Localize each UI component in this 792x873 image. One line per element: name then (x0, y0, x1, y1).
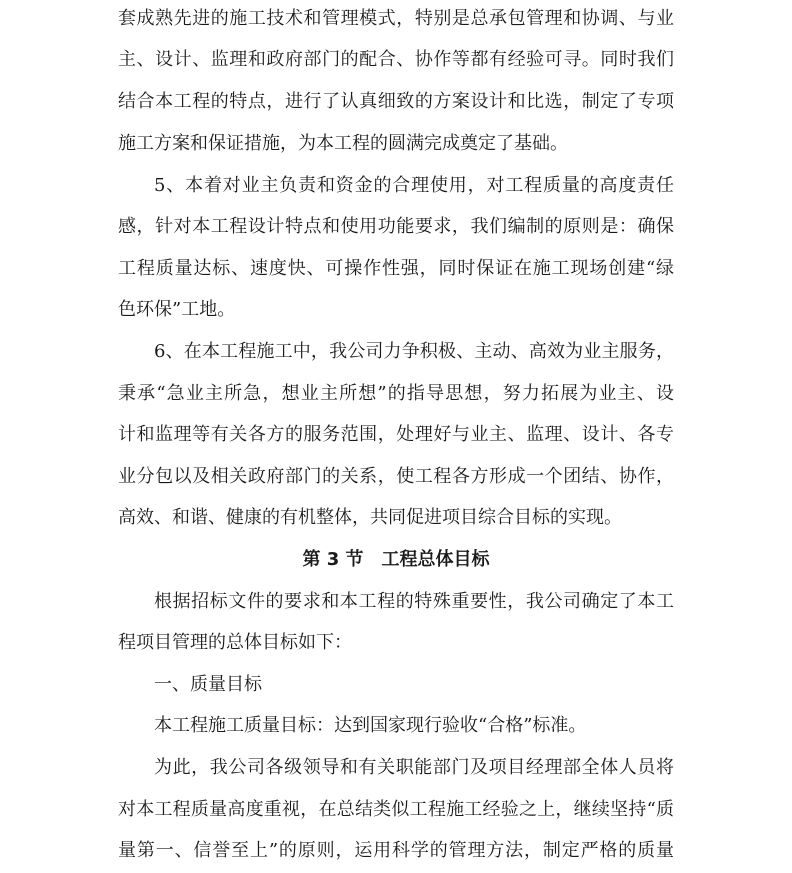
paragraph-line: 根据招标文件的要求和本工程的特殊重要性，我公司确定了本工 (154, 591, 674, 612)
paragraph-line: 主、设计、监理和政府部门的配合、协作等都有经验可寻。同时我们 (118, 49, 674, 70)
paragraph-line: 秉承“急业主所急，想业主所想”的指导思想，努力拓展为业主、设 (118, 383, 674, 404)
paragraph-line: 施工方案和保证措施，为本工程的圆满完成奠定了基础。 (118, 133, 568, 154)
paragraph-line: 高效、和谐、健康的有机整体，共同促进项目综合目标的实现。 (118, 507, 622, 528)
paragraph-line: 本工程施工质量目标：达到国家现行验收“合格”标准。 (154, 715, 587, 736)
paragraph-line: 为此，我公司各级领导和有关职能部门及项目经理部全体人员将 (154, 757, 674, 778)
paragraph-line: 对本工程质量高度重视，在总结类似工程施工经验之上，继续坚持“质 (118, 799, 674, 820)
paragraph-line: 量第一、信誉至上”的原则，运用科学的管理方法，制定严格的质量 (118, 840, 674, 861)
paragraph-line: 感，针对本工程设计特点和使用功能要求，我们编制的原则是：确保 (118, 216, 674, 237)
subsection-heading: 一、质量目标 (154, 674, 262, 695)
paragraph-line: 色环保”工地。 (118, 299, 236, 320)
paragraph-line: 业分包以及相关政府部门的关系，使工程各方形成一个团结、协作， (118, 466, 674, 487)
paragraph-line: 结合本工程的特点，进行了认真细致的方案设计和比选，制定了专项 (118, 91, 674, 112)
paragraph-line: 5、本着对业主负责和资金的合理使用，对工程质量的高度责任 (154, 175, 674, 196)
paragraph-line: 工程质量达标、速度快、可操作性强，同时保证在施工现场创建“绿 (118, 258, 674, 279)
section-heading: 第 3 节 工程总体目标 (302, 549, 490, 570)
paragraph-line: 计和监理等有关各方的服务范围，处理好与业主、监理、设计、各专 (118, 424, 674, 445)
paragraph-line: 程项目管理的总体目标如下： (118, 632, 352, 653)
paragraph-line: 6、在本工程施工中，我公司力争积极、主动、高效为业主服务， (154, 341, 674, 362)
paragraph-line: 套成熟先进的施工技术和管理模式，特别是总承包管理和协调、与业 (118, 8, 674, 29)
